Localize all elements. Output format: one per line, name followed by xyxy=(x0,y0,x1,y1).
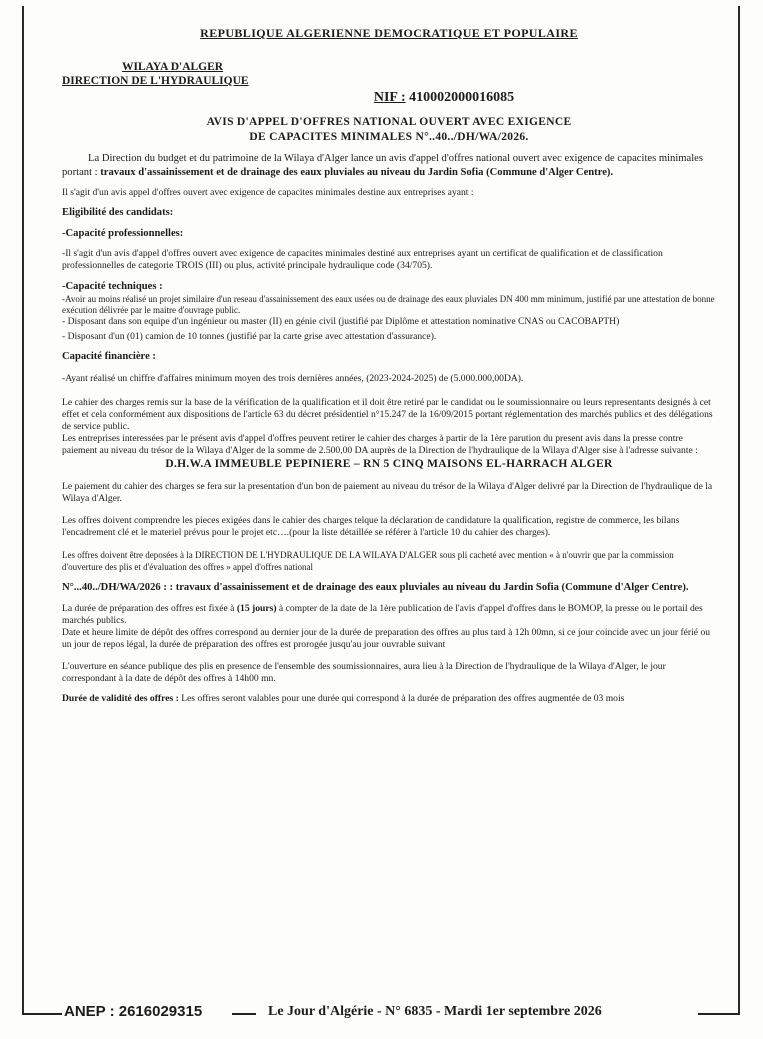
tech-capacity-3: - Disposant d'un (01) camion de 10 tonnes (justifié par la carte grise avec attestation d'assurance). xyxy=(62,331,437,342)
intro-text: La Direction du budget et du patrimoine de la Wilaya d'Alger lance un avis d'appel d'offres national ouvert avec exigence de capacites minimales portant : xyxy=(62,153,703,178)
wilaya-header: WILAYA D'ALGER xyxy=(122,61,224,73)
frame-border-left xyxy=(22,6,24,1014)
offres-contenu-paragraph: Les offres doivent comprendre les pieces exigées dans le cahier des charges telque la déclaration de candidature la qualification, registre de commerce, les bilans l'encadrement clé et le materiel prévus pour le projet etc….(pour la liste détaillée se référer à l'article 10 du cahier des charges). xyxy=(62,515,680,538)
tech-capacity-2: - Disposant dans son equipe d'un ingénieur ou master (II) en génie civil (justifié par Diplôme et attestation nominative CNAS ou CACOBAPTH) xyxy=(62,316,620,327)
cahier-paragraph-2: Les entreprises interessées par le présent avis d'appel d'offres peuvent retirer le cahier des charges à partir de la 1ère parution du present avis dans la presse contre paiement au niveau du trésor de la Wilaya d'Alger de la somme de 2.500,00 DA auprès de la Direction de l'hydraulique de la Wilaya d'Alger sise à l'adresse suivante : xyxy=(62,433,698,456)
cahier-paragraph-1: Le cahier des charges remis sur la base de la vérification de la qualification et il doit être retiré par le candidat ou le soumissionnaire ou leurs representants designés à cet effet et cela conformément aux dispositions de l'article 63 du décret présidentiel n°15.247 de la 16/09/2015 portant réglementation des marchés publics et des délégations de service public. xyxy=(62,397,713,432)
validite-text: Les offres seront valables pour une durée qui correspond à la durée de préparation des offres augmentée de 03 mois xyxy=(181,693,625,704)
footer xyxy=(22,1003,738,1025)
nif-line xyxy=(172,91,716,105)
republic-header: REPUBLIQUE ALGERIENNE DEMOCRATIQUE ET POPULAIRE xyxy=(200,26,578,40)
paiement-paragraph: Le paiement du cahier des charges se fera sur la presentation d'un bon de paiement au niveau du trésor de la Wilaya d'Alger delivré par la Direction de l'hydraulique de la Wilaya d'Alger. xyxy=(62,481,713,504)
nif-label: NIF : xyxy=(373,90,406,105)
tech-capacity-1: -Avoir au moins réalisé un projet similaire d'un reseau d'assainissement des eaux usées ou de drainage des eaux pluviales DN 400 mm minimum, justifié par une attestation de bonne exécution délivrée par le maitre d'ouvrage public. xyxy=(62,294,715,315)
intro-project: travaux d'assainissement et de drainage des eaux pluviales au niveau du Jardin Sofia (Commune d'Alger Centre). xyxy=(100,167,614,178)
nif-value: 410002000016085 xyxy=(405,90,515,105)
journal-reference: Le Jour d'Algérie - N° 6835 - Mardi 1er septembre 2026 xyxy=(268,1004,602,1019)
direction-header: DIRECTION DE L'HYDRAULIQUE xyxy=(62,75,249,87)
duree-text-b: à compter de la date de la 1ère publication de l'avis d'appel d'offres dans le BOMOP, la presse ou le portail des marchés publics. xyxy=(62,603,703,626)
footer-rule-right xyxy=(698,1013,740,1015)
tender-notice xyxy=(62,22,716,997)
validite-paragraph xyxy=(62,693,716,705)
footer-rule-middle xyxy=(232,1013,256,1015)
pro-capacity-heading: -Capacité professionnelles: xyxy=(62,228,184,239)
pro-capacity-text: -Il s'agit d'un avis d'appel d'offres ouvert avec exigence de capacites minimales destiné aux entreprises ayant un certificat de qualification et de classification professionnelles de categorie TROIS (III) ou plus, activité principale hydraulique code (34/705). xyxy=(62,248,663,271)
anep-reference: ANEP : 2616029315 xyxy=(64,1003,203,1020)
duree-paragraph xyxy=(62,603,716,627)
fin-capacity-heading: Capacité financière : xyxy=(62,351,156,362)
footer-rule-left xyxy=(22,1013,62,1015)
intro2-paragraph: Il s'agit d'un avis appel d'offres ouvert avec exigence de capacites minimales destine aux entreprises ayant : xyxy=(62,187,474,198)
validite-label: Durée de validité des offres : xyxy=(62,693,182,704)
eligibility-heading: Eligibilité des candidats: xyxy=(62,207,174,218)
fin-capacity-text: -Ayant réalisé un chiffre d'affaires minimum moyen des trois dernières années, (2023-2024-2025) de (5.000.000,00DA). xyxy=(62,373,524,384)
notice-title xyxy=(62,115,716,145)
ouverture-paragraph: L'ouverture en séance publique des plis en presence de l'ensemble des soumissionnaires, aura lieu à la Direction de l'hydraulique de la Wilaya d'Alger, le jour correspondant à la date de dépôt des offres à 14h00 mn. xyxy=(62,661,666,684)
intro-paragraph xyxy=(62,152,716,180)
notice-title-line2: DE CAPACITES MINIMALES N°..40../DH/WA/2026. xyxy=(249,131,529,143)
notice-title-line1: AVIS D'APPEL D'OFFRES NATIONAL OUVERT AVEC EXIGENCE xyxy=(206,116,572,128)
duree-days: (15 jours) xyxy=(236,603,277,614)
address-line: D.H.W.A IMMEUBLE PEPINIERE – RN 5 CINQ MAISONS EL-HARRACH ALGER xyxy=(165,458,613,470)
duree-text-a: La durée de préparation des offres est fixée à xyxy=(62,603,237,614)
limite-paragraph: Date et heure limite de dépôt des offres correspond au dernier jour de la durée de preparation des offres au plus tard à 12h 00mn, si ce jour coincide avec un jour férié ou un jour de repos légal, la durée de préparation des offres est prorogée jusqu'au jour ouvrable suivant xyxy=(62,627,711,650)
depot-paragraph: Les offres doivent être deposées à la DIRECTION DE L'HYDRAULIQUE DE LA WILAYA D'ALGER sous pli cacheté avec mention « à n'ouvrir que par la commission d'ouverture des plis et d'évaluation des offres » appel d'offres national xyxy=(62,550,674,572)
depot-reference: N°...40../DH/WA/2026 : : travaux d'assainissement et de drainage des eaux pluviales au niveau du Jardin Sofia (Commune d'Alger Centre). xyxy=(62,582,689,593)
tech-capacity-heading: -Capacité techniques : xyxy=(62,281,163,292)
frame-border-right xyxy=(738,6,740,1014)
